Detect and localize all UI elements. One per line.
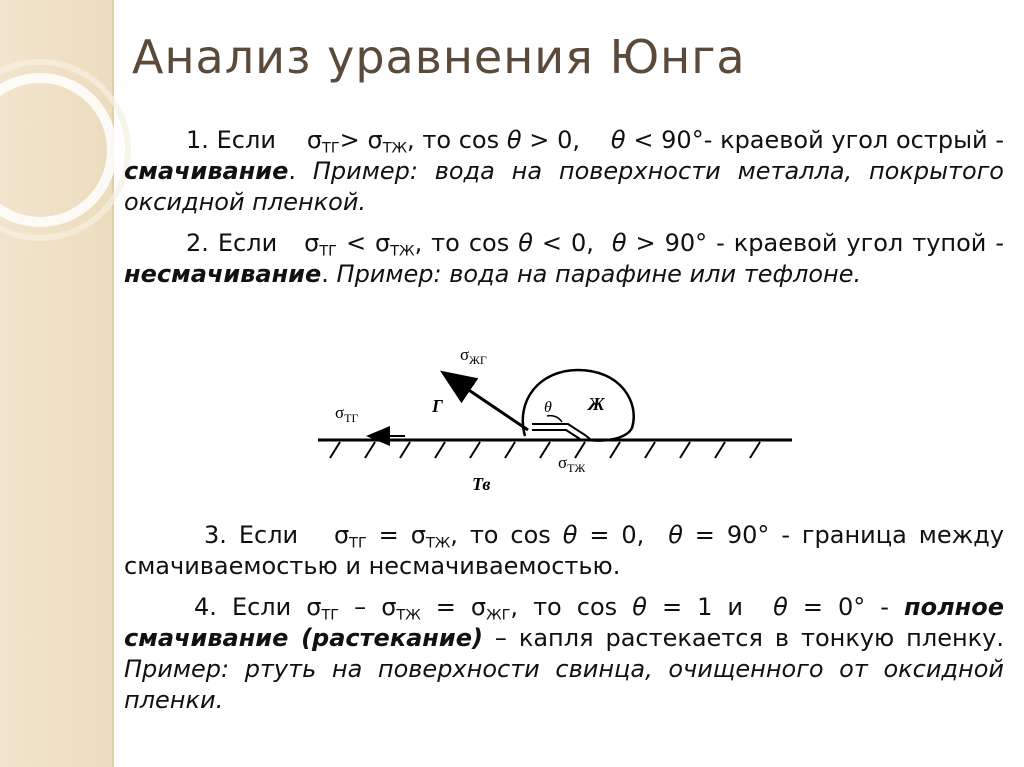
- label-sigma-tzh: $\sigma_{ТЖ}$: [558, 453, 586, 475]
- paragraph-2: 2. Если $\sigma_{ТГ} < \sigma_{ТЖ}$, то cos θ < 0, θ > 90° - краевой угол тупой - несмачивание. Пример: вода на парафине или тефлоне.: [124, 229, 1005, 288]
- label-liquid: Ж: [588, 394, 605, 414]
- label-sigma-tg: $\sigma_{ТГ}$: [335, 403, 359, 425]
- label-sigma-zhg: $\sigma_{ЖГ}$: [460, 345, 487, 367]
- paragraph-3: 3. Если $\sigma_{ТГ} = \sigma_{ТЖ}$, то cos θ = 0, θ = 90° - граница между смачиваемостью и несмачиваемостью.: [124, 521, 1005, 580]
- young-equation-diagram: [300, 340, 820, 510]
- sigma-zhg-arrow: [445, 374, 528, 430]
- paragraph-1: 1. Если $\sigma_{ТГ}> \sigma_{ТЖ}$, то cos θ > 0, θ < 90°- краевой угол острый - смачивание. Пример: вода на поверхности металла, покрытого оксидной пленкой.: [124, 126, 1005, 216]
- paragraph-4: 4. Если $\sigma_{ТГ} - \sigma_{ТЖ} = \sigma_{ЖГ}$, то cos θ = 1 и θ = 0° - полное смачивание (растекание) – капля растекается в тонкую пленку. Пример: ртуть на поверхности свинца, очищенного от оксидной пленки.: [124, 593, 1005, 714]
- page-title: Анализ уравнения Юнга: [132, 30, 746, 84]
- label-solid: Тв: [472, 474, 491, 494]
- sigma-tzh-arrow: [532, 424, 590, 439]
- contact-angle-arc: [547, 416, 562, 422]
- label-gas: Г: [432, 396, 443, 416]
- surface-hatching: [330, 442, 760, 458]
- label-theta: θ: [544, 399, 552, 416]
